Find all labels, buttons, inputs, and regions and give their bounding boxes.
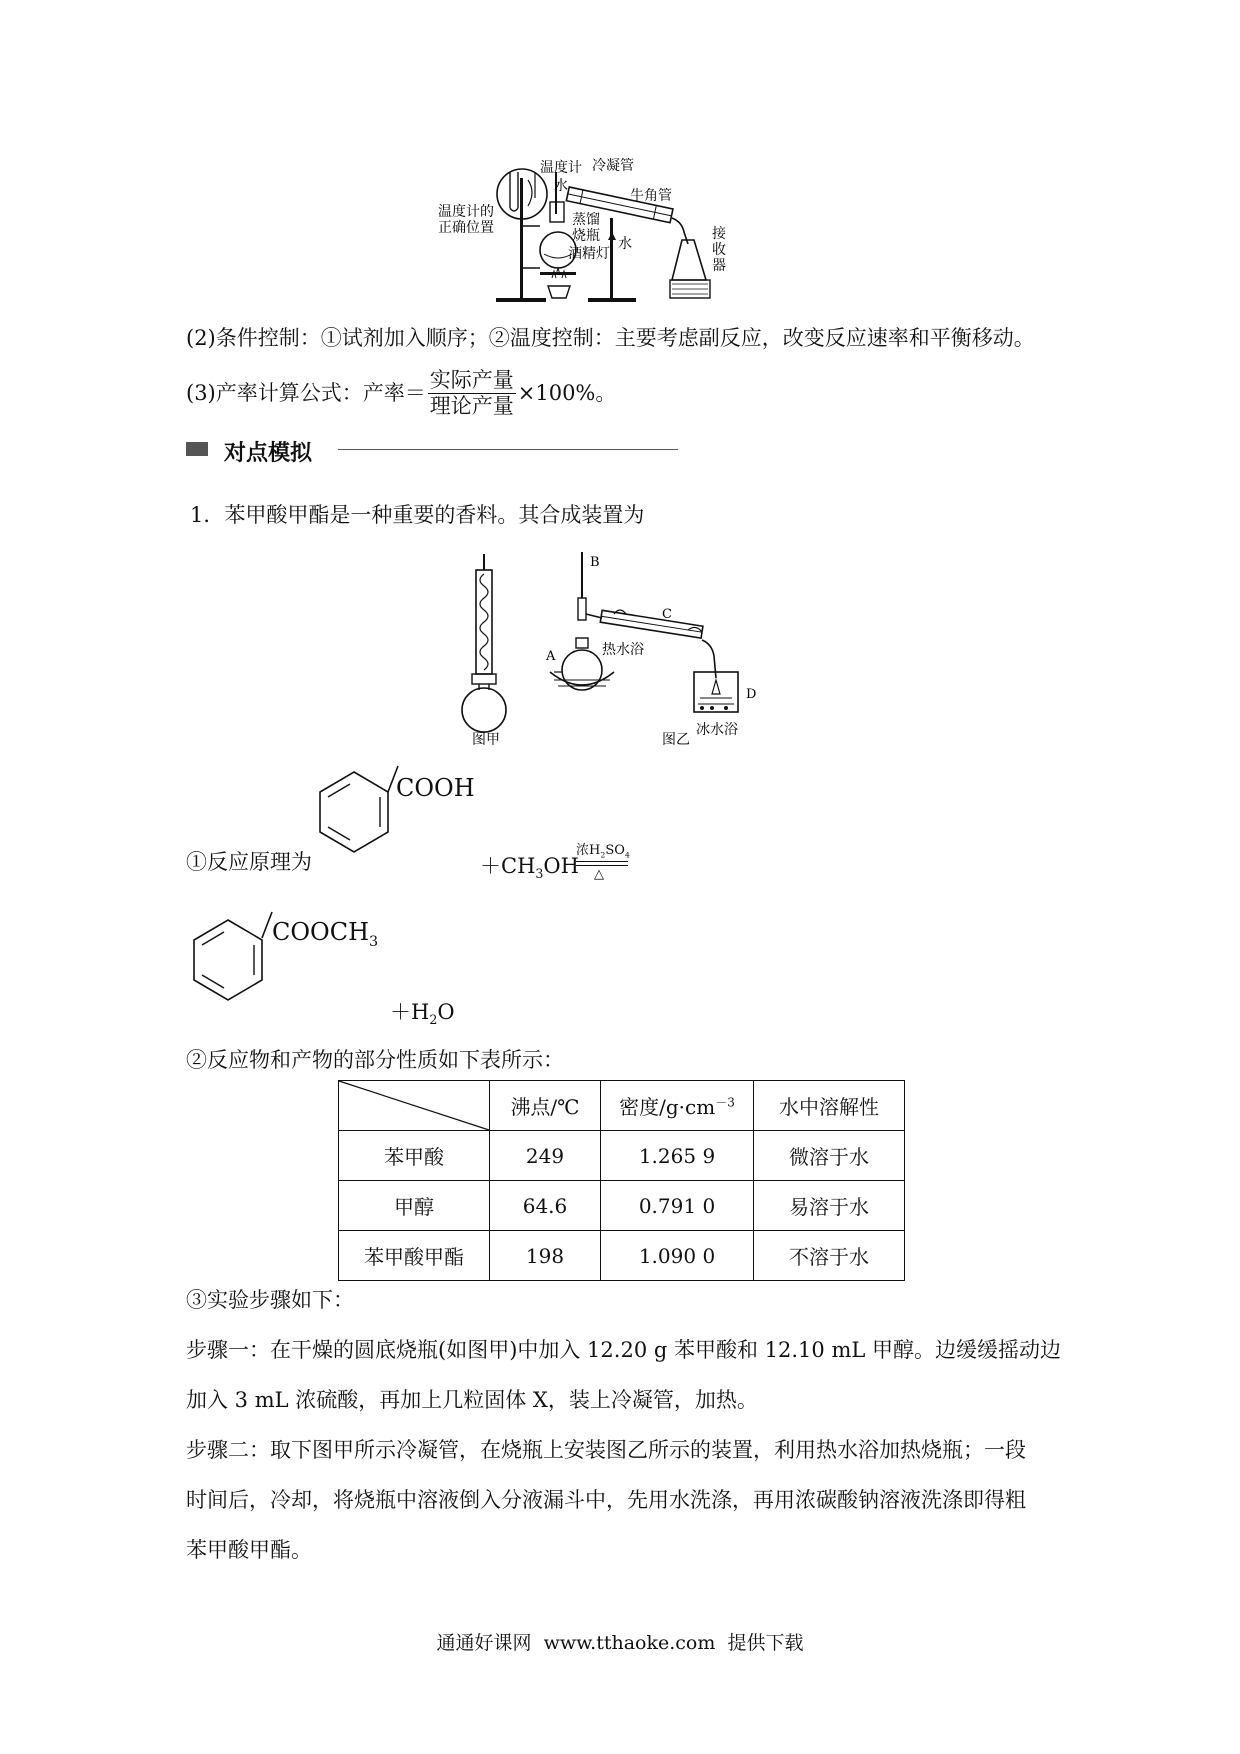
yield-formula bbox=[186, 370, 616, 417]
yield-prefix: (3)产率计算公式：产率＝ bbox=[186, 381, 426, 405]
distillation-apparatus-figure bbox=[438, 158, 770, 306]
cell-solubility: 易溶于水 bbox=[754, 1181, 905, 1231]
fig1-label: 冷凝管 bbox=[592, 158, 634, 174]
step2-line2: 时间后，冷却，将烧瓶中溶液倒入分液漏斗中，先用水洗涤，再用浓碳酸钠溶液洗涤即得粗 bbox=[186, 1488, 1026, 1512]
step1-line2: 加入 3 mL 浓硫酸，再加上几粒固体 X，装上冷凝管，加热。 bbox=[186, 1388, 758, 1412]
reaction-label: ①反应原理为 bbox=[186, 850, 312, 874]
yield-suffix: ×100%。 bbox=[517, 381, 617, 405]
section-title: 对点模拟 bbox=[224, 441, 313, 466]
synthesis-apparatus-figure bbox=[450, 548, 790, 748]
cell-density: 0.791 0 bbox=[601, 1181, 754, 1231]
reaction-condition-top: 浓$H_2SO_4$ bbox=[576, 843, 630, 860]
fig1-label: 蒸馏 bbox=[572, 212, 600, 228]
properties-table bbox=[338, 1080, 905, 1281]
reaction-arrow-line-1 bbox=[576, 861, 628, 862]
cell-solubility: 微溶于水 bbox=[754, 1131, 905, 1181]
step1-line1: 步骤一：在干燥的圆底烧瓶(如图甲)中加入 12.20 g 苯甲酸和 12.10 mL 甲醇。边缓缓摇动边 bbox=[186, 1338, 1061, 1362]
footer-text: 通通好课网 www.tthaoke.com 提供下载 bbox=[436, 1632, 804, 1654]
cell-density: 1.090 0 bbox=[601, 1231, 754, 1281]
cell-boiling-point: 64.6 bbox=[490, 1181, 601, 1231]
fig1-label: 器 bbox=[712, 258, 726, 274]
condition-control-item: (2)条件控制：①试剂加入顺序；②温度控制：主要考虑副反应，改变反应速率和平衡移动。 bbox=[186, 326, 1035, 350]
table-row bbox=[339, 1231, 905, 1281]
plus-methanol: $+CH_3OH$ bbox=[480, 854, 579, 882]
corner-cell bbox=[339, 1081, 490, 1131]
plus-water: $+H_2O$ bbox=[390, 1000, 455, 1028]
benzene-ring-reactant bbox=[316, 770, 392, 856]
header-boiling-point: 沸点/℃ bbox=[490, 1081, 601, 1131]
label-B: B bbox=[590, 555, 600, 570]
question-1-stem: 1．苯甲酸甲酯是一种重要的香料。其合成装置为 bbox=[190, 503, 645, 527]
yield-numerator: 实际产量 bbox=[429, 368, 514, 392]
label-ice-bath: 冰水浴 bbox=[696, 722, 738, 738]
carboxyl-group: COOH bbox=[396, 774, 475, 802]
fig1-label: 正确位置 bbox=[438, 220, 494, 236]
cell-density: 1.265 9 bbox=[601, 1131, 754, 1181]
table-row bbox=[339, 1181, 905, 1231]
cell-boiling-point: 198 bbox=[490, 1231, 601, 1281]
table-header-row bbox=[339, 1081, 905, 1131]
cell-substance: 甲醇 bbox=[339, 1181, 490, 1231]
cell-substance: 苯甲酸甲酯 bbox=[339, 1231, 490, 1281]
diagonal-line bbox=[339, 1081, 489, 1130]
fig1-label: 接 bbox=[712, 226, 726, 242]
table-row bbox=[339, 1131, 905, 1181]
cell-solubility: 不溶于水 bbox=[754, 1231, 905, 1281]
label-hot-bath: 热水浴 bbox=[602, 642, 644, 658]
steps-intro: ③实验步骤如下： bbox=[186, 1288, 354, 1312]
label-A: A bbox=[546, 649, 556, 664]
fig1-label: 烧瓶 bbox=[572, 228, 600, 244]
reaction-arrow-line-2 bbox=[576, 865, 628, 866]
step2-line3: 苯甲酸甲酯。 bbox=[186, 1538, 312, 1562]
section-rule bbox=[338, 449, 678, 450]
cell-boiling-point: 249 bbox=[490, 1131, 601, 1181]
section-marker bbox=[186, 442, 208, 456]
reaction-condition-bottom: △ bbox=[594, 867, 604, 882]
fig1-label: 水 bbox=[618, 236, 632, 252]
table-intro: ②反应物和产物的部分性质如下表所示： bbox=[186, 1048, 564, 1072]
benzene-ring-product bbox=[190, 918, 266, 1004]
label-C: C bbox=[662, 607, 672, 622]
fig1-label: 牛角管 bbox=[630, 188, 672, 204]
cell-substance: 苯甲酸 bbox=[339, 1131, 490, 1181]
header-density: 密度$/g\cdot cm^{-3}$ bbox=[601, 1081, 754, 1131]
label-fig-a: 图甲 bbox=[472, 732, 500, 748]
header-solubility: 水中溶解性 bbox=[754, 1081, 905, 1131]
step2-line1: 步骤二：取下图甲所示冷凝管，在烧瓶上安装图乙所示的装置，利用热水浴加热烧瓶；一段 bbox=[186, 1438, 1026, 1462]
fig1-label: 温度计 bbox=[540, 160, 582, 176]
fig1-label: 酒精灯 bbox=[568, 246, 610, 262]
label-fig-b: 图乙 bbox=[662, 732, 690, 748]
fig1-label: 水 bbox=[554, 178, 568, 194]
ester-group: $COOCH_3$ bbox=[272, 918, 379, 950]
fig1-label: 收 bbox=[712, 242, 726, 258]
label-D: D bbox=[746, 687, 757, 702]
yield-fraction bbox=[428, 370, 516, 417]
fig1-label: 温度计的 bbox=[438, 204, 494, 220]
yield-denominator: 理论产量 bbox=[429, 394, 514, 418]
